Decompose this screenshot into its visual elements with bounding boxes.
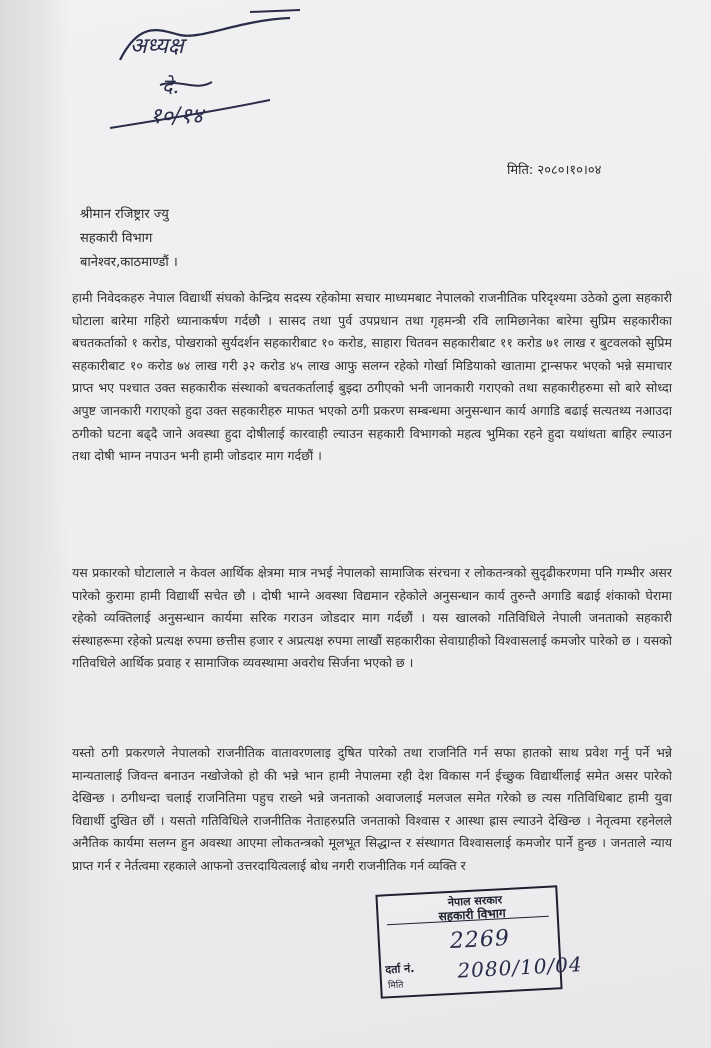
stamp-reg-label: दर्ता नं. [385, 961, 415, 977]
paragraph-text: यस प्रकारको घोटालाले न केवल आर्थिक क्षेत्रमा मात्र नभई नेपालको सामाजिक संरचना र लोकतन्त्रको सुदृढीकरणमा पनि गम्भीर असर पारेको कुरामा हामी विद्यार्थी सचेत छौ । दोषी भाग्ने अवस्था विद्यमान रहेकोले अनुसन्धान कार्य तुरुन्तै अगाडि बढाई शंकाको घेरामा रहेको व्यक्तिलाई अनुसन्धान कार्यमा सरिक गराउन जोडदार माग गर्दछौं । यस खालको गतिविधिले नेपाली जनताको सहकारी संस्थाहरूमा रहेको प्रत्यक्ष रुपमा छत्तीस हजार र अप्रत्यक्ष रुपमा लाखौं सहकारीका सेवाग्राहीको विश्वासलाई कमजोर पारेको छ । यसको गतिवधिले आर्थिक प्रवाह र सामाजिक व्यवस्थामा अवरोध सिर्जना भएको छ । [72, 565, 672, 671]
body-paragraph-3 [72, 742, 672, 878]
registration-stamp [375, 885, 584, 998]
stamp-small-label: मिति [387, 980, 404, 992]
handwritten-note-line3: १०/१४ [150, 104, 204, 129]
paragraph-text: हामी निवेदकहरु नेपाल विद्यार्थी संघको केन्द्रिय सदस्य रहेकोमा सचार माध्यमबाट नेपालको राजनीतिक परिदृश्यमा उठेको ठुला सहकारी घोटाला बारेमा गहिरो ध्यानाकर्षण गर्दछौ । सासद तथा पुर्व उपप्रधान तथा गृहमन्त्री रवि लामिछानेका बारेमा सुप्रिम सहकारीका बचतकर्ताको १ करोड, पोखराको सुर्यदर्शन सहकारीबाट १० करोड, साहारा चितवन सहकारीबाट ११ करोड ७१ लाख र बुटवलको सुप्रिम सहकारीबाट १० करोड ७४ लाख गरी ३२ करोड ४५ लाख आफु सलग्न रहेको गोर्खा मिडियाको खातामा ट्रान्सफर भएको भन्ने समाचार प्राप्त भए पश्चात उक्त सहकारीक संस्थाको बचतकर्तालाई बुझ्दा ठगीएको भनी जानकारी गराएको तथा सहकारीहरुमा सो बारे सोध्दा अपुष्ट जानकारी गराएको हुदा उक्त सहकारीहरु माफत भएको ठगी प्रकरण सम्बन्धमा अनुसन्धान कार्य अगाडि बढाई सत्यतथ्य नआउदा ठगीको घटना बढ्दै जाने अवस्था हुदा दोषीलाई कारवाही ल्याउन सहकारी विभागको महत्व भुमिका रहने हुदा यथांथता बाहिर ल्याउन तथा दोषी भाग्न नपाउन भनी हामी जोडदार माग गर्दछौं । [72, 290, 672, 464]
address-line-department: सहकारी विभाग [80, 231, 153, 246]
address-line-location: बानेश्वर,काठमाण्डौं । [80, 255, 178, 270]
handwritten-scribble-icon [100, 0, 320, 140]
body-paragraph-1 [72, 287, 672, 468]
handwritten-note-line1: अध्यक्ष [130, 34, 184, 59]
handwritten-note [100, 0, 320, 140]
handwritten-note-line2: दे. [162, 74, 179, 98]
stamp-reg-number: 2269 [449, 925, 511, 954]
letter-date: मिति: २०८०।१०।०४ [507, 163, 602, 178]
stamp-government-label: नेपाल सरकार [447, 893, 503, 910]
stamp-reg-date: 2080/10/04 [456, 952, 584, 983]
paper-fold-shadow [0, 0, 70, 1048]
body-paragraph-2 [72, 562, 672, 675]
stamp-department-label: सहकारी विभाग [438, 906, 506, 924]
address-line-registrar: श्रीमान रजिष्ट्रार ज्यु [80, 207, 169, 222]
paragraph-text: यस्तो ठगी प्रकरणले नेपालको राजनीतिक वातावरणलाइ दुषित पारेको तथा राजनिति गर्न सफा हातको साथ प्रवेश गर्नु पर्ने भन्ने मान्यतालाई जिवन्त बनाउन नखोजेको हो की भन्ने भान हामी नेपालमा रही देश विकास गर्न ईच्छुक विद्यार्थीलाई समेत असर पारेको देखिन्छ । ठगीधन्दा चलाई राजनितिमा पहुच राख्ने भन्ने जनताको अवाजलाई मलजल समेत गरेको छ त्यस गतिविधिबाट हामी युवा विद्यार्थी दुखित छौं । यसतो गतिविधिले राजनीतिक नेताहरुप्रति जनताको विश्वास र आस्था ह्रास ल्याउने देखिन्छ । नेतृत्वमा रहनेलले अनैतिक कार्यमा सलग्न हुन अवस्था आएमा लोकतन्त्रको मूलभूत सिद्धान्त र संस्थागत विश्वासलाई कमजोर पार्ने हुन्छ । जनताले न्याय प्राप्त गर्न र नेर्तत्वमा रहकाले आफनो उत्तरदायित्वलाई बोध नगरी राजनीतिक गर्न व्यक्ति र [72, 745, 672, 873]
